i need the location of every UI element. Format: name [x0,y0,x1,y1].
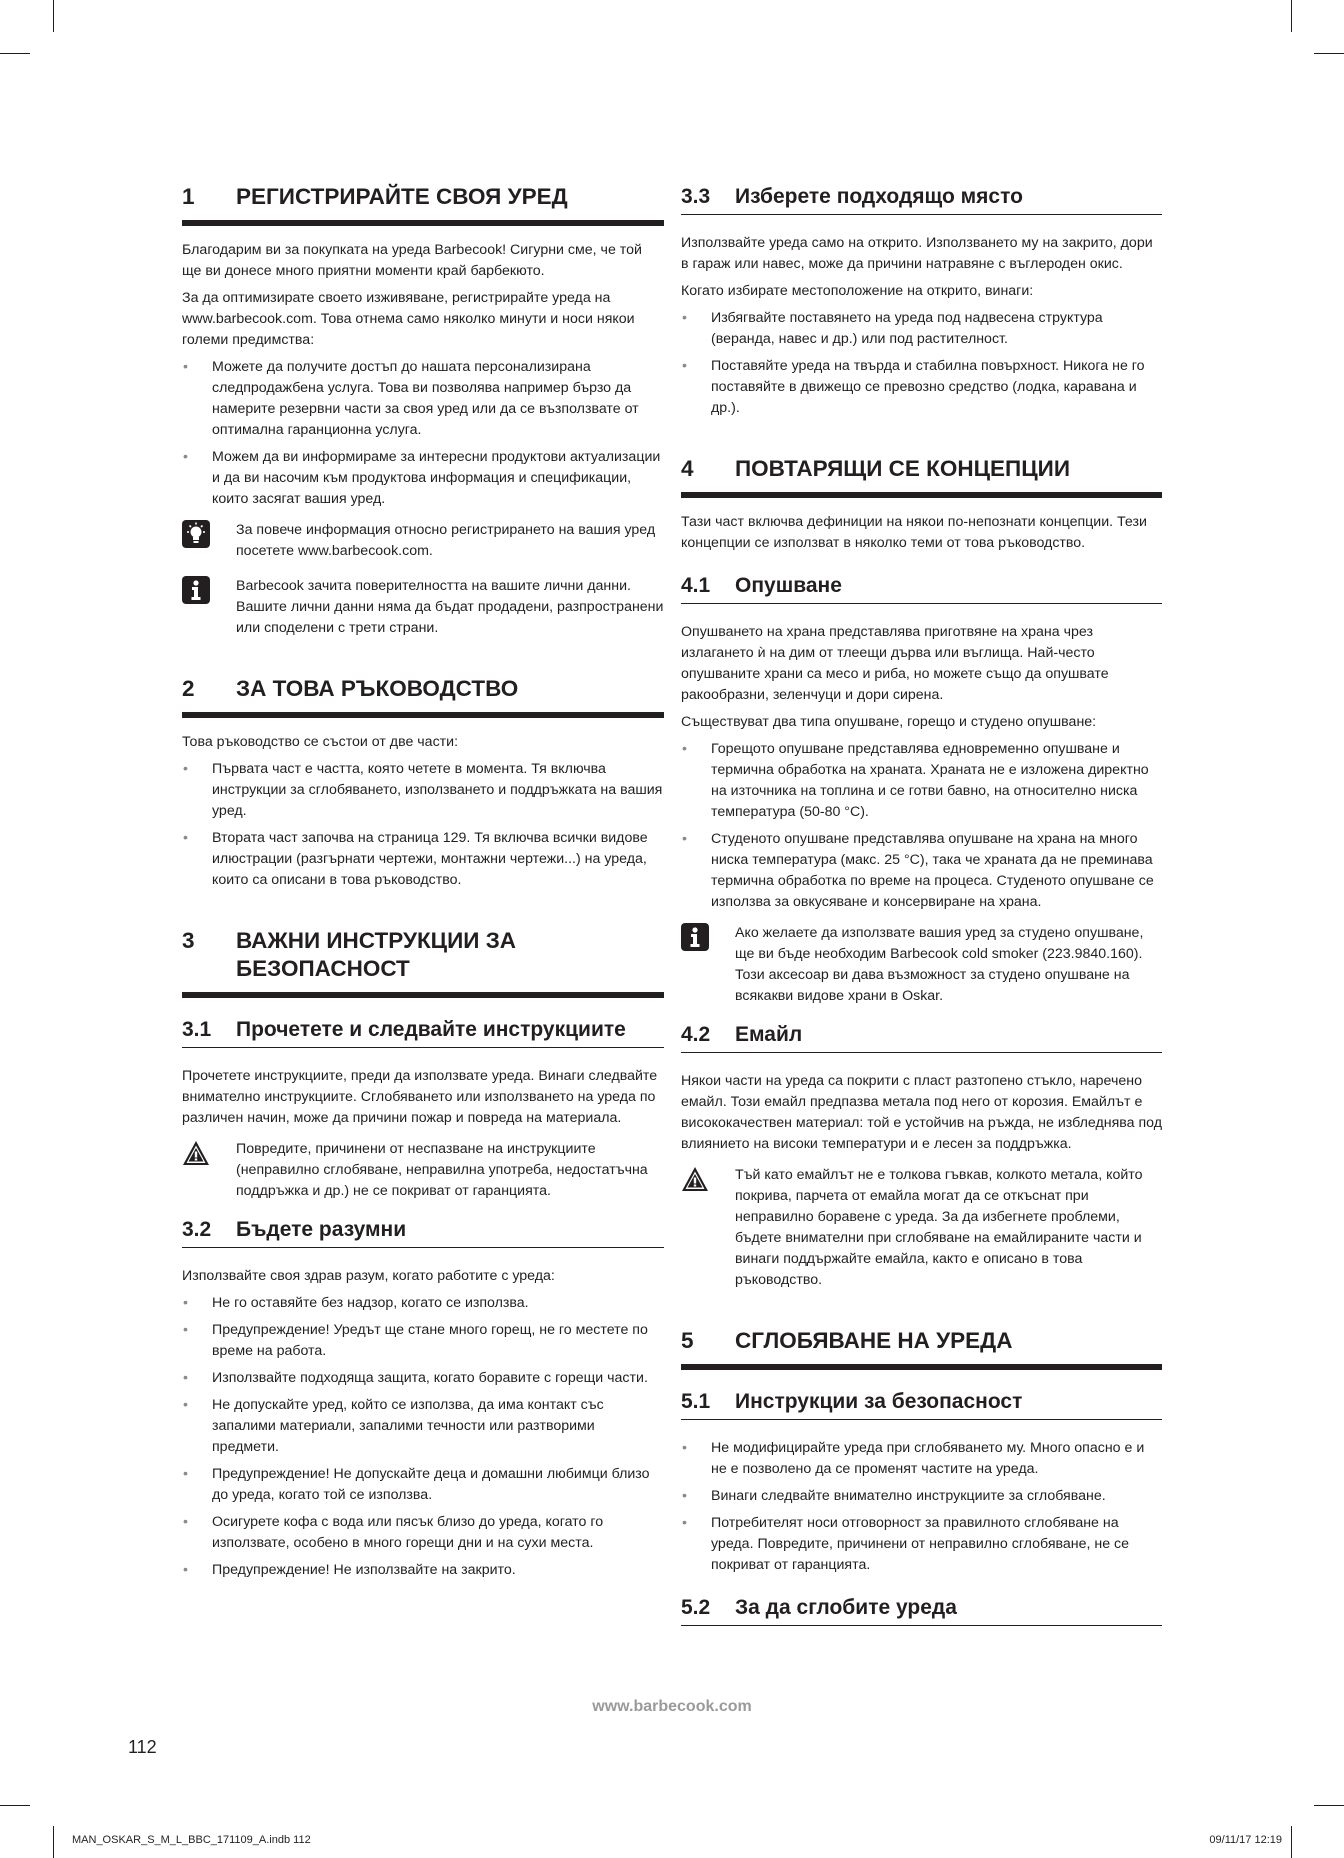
lightbulb-icon [182,520,210,548]
subsection-number: 4.2 [681,1023,711,1046]
tip-note [182,520,664,562]
subsection-number: 4.1 [681,574,711,597]
paragraph: Тази част включва дефиниции на някои по-непознати концепции. Тези концепции се използват в няколко теми от това ръководство. [681,514,1147,551]
section-heading [681,455,1162,498]
crop-mark [0,53,30,54]
list-item: • Потребителят носи отговорност за правилното сглобяване на уреда. Повредите, причинени от неправилно сглобяване, не се покриват от гаранцията. [681,1513,1162,1576]
list-item: • Осигурете кофа с вода или пясък близо до уреда, когато го използвате, особено в много горещи дни и на сухи места. [182,1512,664,1554]
list-item: • Не го оставяйте без надзор, когато се използва. [182,1293,664,1314]
paragraph: Използвайте уреда само на открито. Използването му на закрито, дори в гараж или навес, може да причини натравяне с въглероден окис. [681,235,1153,272]
subsection-title: Прочетете и следвайте инструкциите [236,1018,626,1041]
note-text: Тъй като емайлът не е толкова гъвкав, колкото метала, който покрива, парчета от емайла могат да се откъснат при неправилно боравене с уреда. За да избегнете проблеми, бъдете внимателни при сглобяване на емайлираните части и винаги поддържайте емайла, както е описано в това ръководство. [735,1167,1143,1288]
subsection-title: Инструкции за безопасност [735,1390,1023,1413]
crop-mark [53,0,54,32]
note-text: Barbecook зачита поверителността на вашите лични данни. Вашите лични данни няма да бъдат продадени, разпространени или споделени с трети страни. [236,578,664,636]
list-item: • Студеното опушване представлява опушване на храна на много ниска температура (макс. 25 °C), така че храната да не преминава термична обработка по време на процеса. Студеното опушване се използва за овкусяване и консервиране на храна. [681,829,1162,913]
subsection-number: 3.3 [681,185,711,208]
subsection-heading [681,1388,1162,1420]
crop-mark [1314,53,1344,54]
section-number: 1 [182,184,195,209]
section-title: СГЛОБЯВАНЕ НА УРЕДА [735,1328,1013,1353]
section-heading [182,675,664,718]
page-number: 112 [128,1737,157,1757]
subsection-heading [681,1021,1162,1053]
crop-mark [1291,0,1292,32]
subsection-title: Опушване [735,574,842,597]
crop-mark [1291,1826,1292,1858]
crop-mark [1314,1805,1344,1806]
note-text: Ако желаете да използвате вашия уред за студено опушване, ще ви бъде необходим Barbecook cold smoker (223.9840.160). Този аксесоар ви дава възможност за студено опушване на всякакви видове храни в Oskar. [735,925,1144,1004]
paragraph: Опушването на храна представлява приготвяне на храна чрез излагането ѝ на дим от тлеещи дърва или въглища. Най-често опушваните храни са месо и риба, но можете също да опушвате ракообразни, зеленчуци и дори сирена. [681,624,1109,703]
paragraph: Благодарим ви за покупката на уреда Barbecook! Сигурни сме, че той ще ви донесе много приятни моменти край барбекюто. [182,242,642,279]
section-heading [681,1327,1162,1370]
bullet-list [681,308,1162,419]
paragraph: Прочетете инструкциите, преди да използвате уреда. Винаги следвайте внимателно инструкциите. Сглобяването или използването на уреда по различен начин, може да причини пожар и повреда на материала. [182,1068,658,1126]
subsection-heading [182,1016,664,1048]
subsection-number: 5.1 [681,1390,711,1413]
info-icon [681,923,709,951]
section-heading [182,183,664,226]
list-item: • Използвайте подходяща защита, когато боравите с горещи части. [182,1368,664,1389]
info-icon [182,576,210,604]
note-text: За повече информация относно регистрирането на вашия уред посетете www.barbecook.com. [236,522,656,559]
subsection-heading [681,1594,1162,1626]
section-title: ПОВТАРЯЩИ СЕ КОНЦЕПЦИИ [735,456,1070,481]
list-item: • Предупреждение! Не използвайте на закрито. [182,1560,664,1581]
print-date: 09/11/17 12:19 [1209,1834,1282,1846]
bullet-list [681,739,1162,913]
list-item: • Предупреждение! Уредът ще стане много горещ, не го местете по време на работа. [182,1320,664,1362]
paragraph: Някои части на уреда са покрити с пласт разтопено стъкло, наречено емайл. Този емайл предпазва метала под него от корозия. Емайлът е висококачествен материал: той е устойчив на ръжда, не избледнява под влиянието на високи температури и е лесен за поддръжка. [681,1073,1163,1152]
bullet-list [182,759,664,891]
subsection-heading [681,183,1162,215]
list-item: • Избягвайте поставянето на уреда под надвесена структура (веранда, навес и др.) или под растителност. [681,308,1162,350]
subsection-heading [681,572,1162,604]
list-item: • Не допускайте уред, който се използва, да има контакт със запалими материали, запалими течности или разтворими предмети. [182,1395,664,1458]
paragraph: За да оптимизирате своето изживяване, регистрирайте уреда на www.barbecook.com. Това отнема само няколко минути и носи някои големи предимства: [182,290,635,348]
right-column [681,183,1162,1644]
list-item: • Втората част започва на страница 129. Тя включва всички видове илюстрации (разгърнати чертежи, монтажни чертежи...) на уреда, които са описани в това ръководство. [182,828,664,891]
subsection-number: 5.2 [681,1596,711,1619]
warning-icon [681,1165,709,1193]
warning-icon [182,1139,210,1167]
print-slug: MAN_OSKAR_S_M_L_BBC_171109_A.indb 112 [72,1834,311,1846]
left-column [182,183,664,1587]
list-item: • Винаги следвайте внимателно инструкциите за сглобяване. [681,1486,1162,1507]
list-item: • Предупреждение! Не допускайте деца и домашни любимци близо до уреда, когато той се използва. [182,1464,664,1506]
crop-mark [0,1805,30,1806]
paragraph: Това ръководство се състои от две части: [182,734,459,750]
subsection-title: Бъдете разумни [236,1218,407,1241]
bullet-list [182,357,664,510]
list-item: • Не модифицирайте уреда при сглобяването му. Много опасно е и не е позволено да се променят частите на уреда. [681,1438,1162,1480]
paragraph: Съществуват два типа опушване, горещо и студено опушване: [681,714,1097,730]
section-heading [182,927,664,998]
list-item: • Можем да ви информираме за интересни продуктови актуализации и да ви насочим към продуктова информация и спецификации, които засягат вашия уред. [182,447,664,510]
paragraph: Използвайте своя здрав разум, когато работите с уреда: [182,1268,555,1284]
list-item: • Поставяйте уреда на твърда и стабилна повърхност. Никога не го поставяйте в движещо се превозно средство (лодка, каравана и др.). [681,356,1162,419]
section-title: РЕГИСТРИРАЙТЕ СВОЯ УРЕД [236,184,568,209]
paragraph: Когато избирате местоположение на открито, винаги: [681,283,1034,299]
list-item: • Можете да получите достъп до нашата персонализирана следпродажбена услуга. Това ви позволява например бързо да намерите резервни части за своя уред или да се възползвате от оптимална гаранционна услуга. [182,357,664,441]
section-title: ВАЖНИ ИНСТРУКЦИИ ЗА БЕЗОПАСНОСТ [236,928,517,981]
subsection-title: Изберете подходящо място [735,185,1023,208]
subsection-number: 3.2 [182,1218,212,1241]
subsection-heading [182,1216,664,1248]
info-note [182,576,664,639]
note-text: Повредите, причинени от неспазване на инструкциите (неправилно сглобяване, неправилна употреба, недостатъчна поддръжка и др.) не се покриват от гаранцията. [236,1141,648,1199]
warning-note [182,1139,664,1202]
section-number: 4 [681,456,694,481]
footer-url: www.barbecook.com [592,1698,752,1715]
subsection-title: За да сглобите уреда [735,1596,957,1619]
subsection-title: Емайл [735,1023,803,1046]
section-title: ЗА ТОВА РЪКОВОДСТВО [236,676,519,701]
section-number: 3 [182,928,195,953]
warning-note [681,1165,1162,1291]
list-item: • Първата част е частта, която четете в момента. Тя включва инструкции за сглобяването, използването и поддръжката на вашия уред. [182,759,664,822]
bullet-list [681,1438,1162,1576]
subsection-number: 3.1 [182,1018,212,1041]
section-number: 2 [182,676,195,701]
bullet-list [182,1293,664,1581]
info-note [681,923,1162,1007]
list-item: • Горещото опушване представлява едновременно опушване и термична обработка на храната. Храната не е изложена директно на източника на топлина и се готви бавно, на относително ниска температура (50-80 °C). [681,739,1162,823]
crop-mark [53,1826,54,1858]
section-number: 5 [681,1328,694,1353]
